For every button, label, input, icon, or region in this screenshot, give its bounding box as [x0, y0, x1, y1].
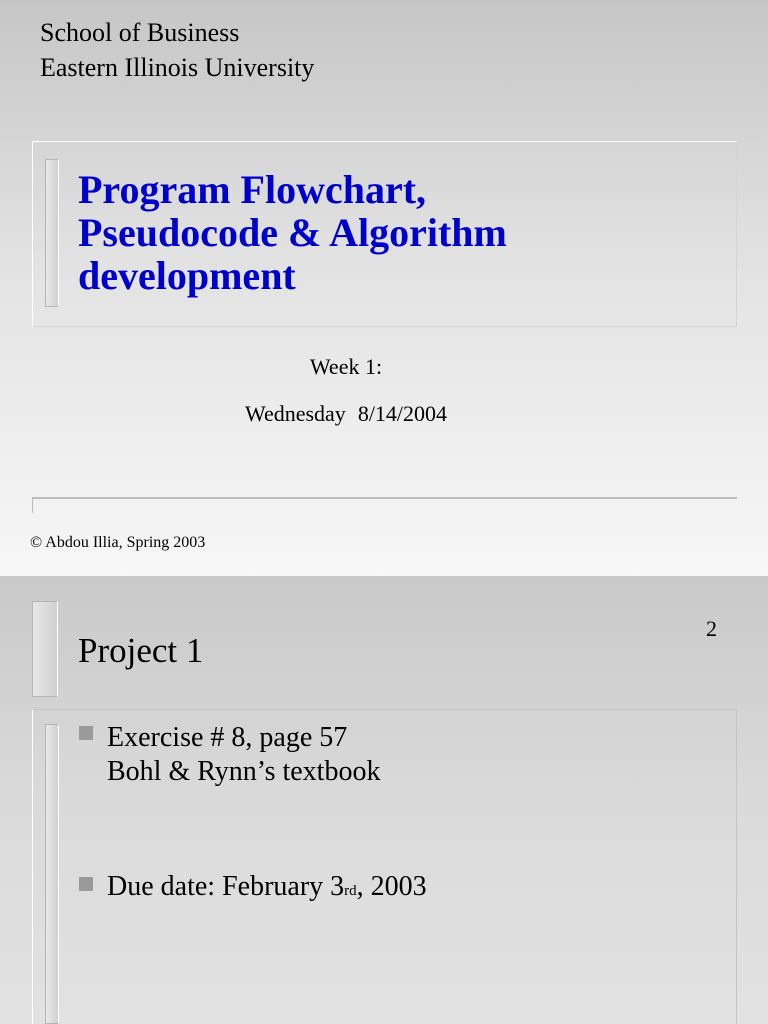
bullet-item	[107, 721, 380, 789]
slide-title	[78, 168, 718, 297]
slide-2	[0, 576, 768, 1024]
bullet-square-icon	[79, 726, 93, 740]
due-date-prefix: Due date: February 3	[107, 871, 345, 902]
slide-2-title: Project 1	[78, 631, 204, 670]
content-accent-bar	[45, 724, 59, 1024]
lecture-date-value: 8/14/2004	[357, 401, 448, 426]
page-number: 2	[706, 616, 717, 641]
lecture-date	[0, 401, 692, 427]
week-label: Week 1:	[309, 354, 383, 379]
title-accent-bar	[45, 159, 59, 307]
university-name: Eastern Illinois University	[40, 53, 315, 82]
due-date-ordinal: rd	[344, 883, 357, 899]
school-name: School of Business	[40, 18, 240, 47]
slide-2-accent-bar	[32, 601, 58, 697]
footer-divider	[32, 497, 737, 513]
bullet-item-line-1: Exercise # 8, page 57	[107, 722, 348, 753]
title-line-3: development	[78, 253, 296, 298]
school-header	[40, 15, 314, 85]
title-line-2: Pseudocode & Algorithm	[78, 210, 507, 255]
due-date-year: , 2003	[356, 871, 427, 902]
bullet-square-icon	[79, 877, 93, 891]
bullet-item	[107, 870, 427, 904]
title-line-1: Program Flowchart,	[78, 167, 427, 212]
copyright-notice: © Abdou Illia, Spring 2003	[30, 534, 206, 551]
lecture-day: Wednesday	[244, 401, 346, 426]
bullet-item-line-2: Bohl & Rynn’s textbook	[107, 756, 381, 787]
